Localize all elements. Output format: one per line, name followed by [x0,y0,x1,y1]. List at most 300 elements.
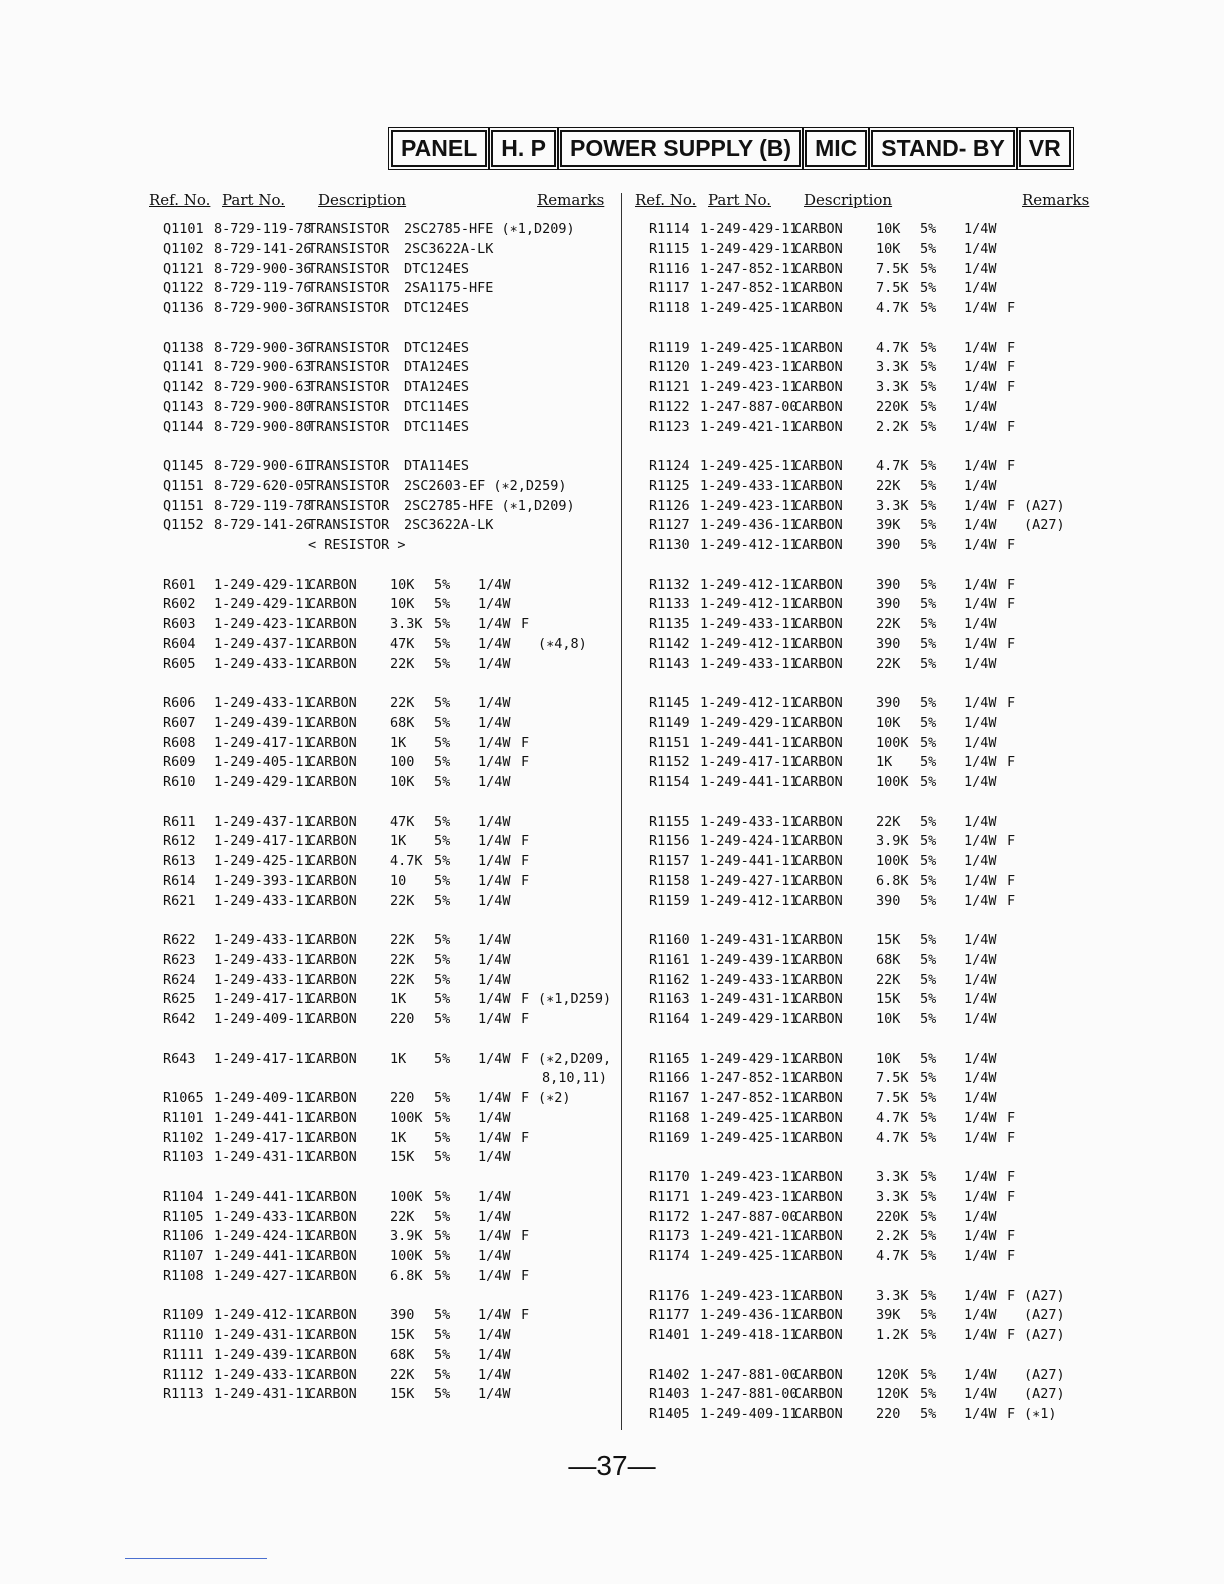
ref-no: R1173 [649,1228,690,1245]
ref-no: R1106 [163,1228,204,1245]
wattage: 1/4W [964,813,997,830]
table-row [634,1050,1094,1070]
ref-no: R1402 [649,1366,690,1383]
part-no: 1-249-393-11 [214,872,312,889]
ref-no: R1174 [649,1248,690,1264]
flag: F [1007,1327,1016,1343]
wattage: 1/4W [964,1228,997,1245]
wattage: 1/4W [964,774,997,790]
ref-no: R1119 [649,339,690,356]
description: CARBON [308,991,357,1008]
value: 7.5K [876,1090,909,1106]
part-no: 1-249-433-11 [700,813,798,830]
description: TRANSISTOR [308,379,390,395]
part-no: 1-249-441-11 [700,774,798,790]
tolerance: 5% [434,1267,451,1284]
ref-no: R1176 [649,1287,690,1304]
tab-stand-by: STAND- BY [871,130,1015,167]
flag: F [521,616,530,632]
value: 22K [876,813,901,830]
ref-no: Q1152 [163,517,204,534]
value: 4.7K [876,1129,909,1146]
tolerance: 5% [434,714,451,731]
tolerance: 5% [434,616,451,632]
ref-no: R625 [163,991,196,1008]
ref-no: R1111 [163,1346,204,1363]
ref-no: R1126 [649,497,690,514]
value: 22K [390,695,415,711]
value: 120K [876,1366,909,1383]
value: 10K [876,1050,901,1067]
table-row [148,1089,608,1109]
tolerance: 5% [434,695,451,711]
description: CARBON [308,1307,357,1324]
table-row [634,358,1094,378]
ref-no: R1132 [649,576,690,593]
value: 22K [876,616,901,632]
flag: F [521,833,530,850]
wattage: 1/4W [964,359,997,376]
description: TRANSISTOR [308,221,390,237]
note: (∗4,8) [538,635,587,652]
ref-no: Q1136 [163,300,204,316]
table-row [634,497,1094,517]
value: DTA114ES [404,458,470,474]
ref-no: R1403 [649,1386,690,1403]
value: 6.8K [876,872,909,889]
tab-mic: MIC [805,130,867,167]
table-row [148,1129,608,1149]
table-row [148,595,608,615]
table-row [148,753,608,773]
flag: F [521,1011,530,1027]
wattage: 1/4W [964,932,997,948]
part-no: 1-249-405-11 [214,754,312,771]
column-header [148,191,608,211]
tolerance: 5% [920,596,937,613]
part-no: 1-247-852-11 [700,1090,798,1106]
ref-no: R1127 [649,517,690,534]
part-no: 1-249-421-11 [700,1228,798,1245]
part-no: 1-249-417-11 [700,754,798,771]
tolerance: 5% [920,892,937,909]
wattage: 1/4W [964,1129,997,1146]
tolerance: 5% [920,734,937,751]
description: TRANSISTOR [308,418,390,435]
ref-no: R1115 [649,240,690,257]
description: CARBON [794,872,843,889]
ref-no: R1133 [649,596,690,613]
description: CARBON [794,1050,843,1067]
table-row [634,398,1094,418]
table-row [148,1010,608,1030]
wattage: 1/4W [964,537,997,553]
value: 15K [876,932,901,948]
part-no: 1-247-881-00 [700,1386,798,1403]
ref-no: Q1143 [163,398,204,415]
description: CARBON [794,853,843,869]
parts-list-right [634,220,1094,1425]
table-row [148,734,608,754]
ref-no: R1112 [163,1366,204,1383]
part-no: 1-249-429-11 [700,221,798,237]
part-no: 1-249-433-11 [214,1366,312,1383]
part-no: 8-729-900-80 [214,398,312,415]
table-row [148,339,608,359]
value: 220 [390,1011,415,1027]
ref-no: R1160 [649,932,690,948]
value: 390 [390,1307,415,1324]
description: CARBON [308,1327,357,1343]
ref-no: R1170 [649,1169,690,1185]
ref-no: Q1102 [163,240,204,257]
table-row [634,1010,1094,1030]
wattage: 1/4W [478,1149,511,1166]
part-no: 8-729-119-78 [214,221,312,237]
wattage: 1/4W [964,1366,997,1383]
row-spacer [634,674,1094,694]
part-no: 1-249-412-11 [700,892,798,909]
value: 39K [876,517,901,534]
wattage: 1/4W [478,1267,511,1284]
tolerance: 5% [920,754,937,771]
tolerance: 5% [920,1307,937,1324]
tolerance: 5% [920,359,937,376]
flag: F [521,872,530,889]
ref-no: R1114 [649,221,690,237]
description: CARBON [794,833,843,850]
row-spacer [634,319,1094,339]
wattage: 1/4W [964,1248,997,1264]
description: CARBON [794,596,843,613]
row-spacer [634,1030,1094,1050]
tolerance: 5% [434,1386,451,1403]
wattage: 1/4W [478,971,511,988]
ref-no: R1159 [649,892,690,909]
tolerance: 5% [920,1327,937,1343]
tolerance: 5% [920,971,937,988]
tolerance: 5% [920,1090,937,1106]
value: 7.5K [876,260,909,277]
value: DTC124ES [404,339,470,356]
ref-no: R1110 [163,1327,204,1343]
description: CARBON [794,932,843,948]
wattage: 1/4W [964,853,997,869]
value: 2SA1175-HFE [404,280,494,297]
tolerance: 5% [920,1070,937,1087]
tolerance: 5% [434,1129,451,1146]
value: 100K [390,1188,423,1205]
table-row [634,1366,1094,1386]
description: CARBON [794,1070,843,1087]
flag: F [1007,892,1016,909]
value: DTA124ES [404,379,470,395]
value: 15K [390,1327,415,1343]
table-row [148,813,608,833]
tolerance: 5% [434,932,451,948]
description: CARBON [308,892,357,909]
value: 10K [390,596,415,613]
value: 1K [390,734,407,751]
value: DTC124ES [404,300,470,316]
wattage: 1/4W [964,1070,997,1087]
part-no: 1-249-423-11 [700,379,798,395]
description: CARBON [794,1188,843,1205]
description: CARBON [794,1129,843,1146]
row-spacer [634,1267,1094,1287]
description: CARBON [308,714,357,731]
table-row [148,497,608,517]
description: CARBON [308,616,357,632]
tolerance: 5% [920,221,937,237]
value: 10K [390,774,415,790]
value: DTA124ES [404,359,470,376]
table-row [148,576,608,596]
wattage: 1/4W [964,655,997,672]
value: 2SC3622A-LK [404,240,494,257]
wattage: 1/4W [478,1327,511,1343]
table-row [148,615,608,635]
part-no: 1-249-409-11 [700,1406,798,1422]
value: 10 [390,872,407,889]
tolerance: 5% [434,1228,451,1245]
table-row [148,260,608,280]
flag: F [1007,497,1016,514]
value: 47K [390,635,415,652]
wattage: 1/4W [964,477,997,494]
tolerance: 5% [920,1287,937,1304]
description: CARBON [308,576,357,593]
ref-no: R1103 [163,1149,204,1166]
ref-no: R643 [163,1050,196,1067]
value: 22K [390,951,415,968]
table-row [148,1326,608,1346]
tolerance: 5% [920,497,937,514]
ref-no: R611 [163,813,196,830]
ref-no: R601 [163,576,196,593]
row-spacer [634,437,1094,457]
note: (∗2,D209, [538,1050,612,1067]
ref-no: R1135 [649,616,690,632]
wattage: 1/4W [964,497,997,514]
table-row [634,1405,1094,1425]
description: CARBON [794,537,843,553]
description: CARBON [794,991,843,1008]
value: 22K [390,892,415,909]
description: CARBON [308,1228,357,1245]
row-spacer [148,437,608,457]
part-no: 1-249-412-11 [700,537,798,553]
ref-no: R1169 [649,1129,690,1146]
wattage: 1/4W [478,1386,511,1403]
table-row [634,813,1094,833]
flag: F [1007,1228,1016,1245]
table-row [634,1227,1094,1247]
tolerance: 5% [920,576,937,593]
part-no: 1-247-887-00 [700,398,798,415]
value: 1K [390,991,407,1008]
part-no: 1-249-433-11 [214,892,312,909]
part-no: 1-247-881-00 [700,1366,798,1383]
tolerance: 5% [920,655,937,672]
note: (∗1,D259) [538,991,612,1008]
part-no: 1-249-433-11 [214,932,312,948]
part-no: 1-249-425-11 [700,458,798,474]
flag: F [1007,872,1016,889]
tolerance: 5% [434,1149,451,1166]
table-row [148,1148,608,1168]
description: CARBON [308,1129,357,1146]
value: 2SC3622A-LK [404,517,494,534]
value: 10K [876,1011,901,1027]
tolerance: 5% [920,240,937,257]
tolerance: 5% [434,1188,451,1205]
note: (A27) [1024,1386,1065,1403]
value: 390 [876,596,901,613]
ref-no: R1162 [649,971,690,988]
part-no: 1-249-429-11 [214,596,312,613]
table-row [634,892,1094,912]
tolerance: 5% [920,339,937,356]
description: TRANSISTOR [308,497,390,514]
ref-no: R1171 [649,1188,690,1205]
wattage: 1/4W [964,260,997,277]
wattage: 1/4W [478,596,511,613]
wattage: 1/4W [964,221,997,237]
value: 3.3K [876,379,909,395]
header-part-no: Part No. [222,191,285,209]
column-header [634,191,1094,211]
tab-power-supply-b: POWER SUPPLY (B) [560,130,801,167]
tab-panel: PANEL [391,130,487,167]
wattage: 1/4W [964,458,997,474]
description: CARBON [794,458,843,474]
flag: F [1007,1169,1016,1185]
ref-no: R612 [163,833,196,850]
ref-no: R1151 [649,734,690,751]
description: CARBON [308,695,357,711]
table-row [148,635,608,655]
value: 22K [390,1208,415,1225]
tolerance: 5% [920,1208,937,1225]
table-row [634,872,1094,892]
part-no: 1-249-427-11 [700,872,798,889]
wattage: 1/4W [478,1346,511,1363]
value: 4.7K [876,339,909,356]
tolerance: 5% [434,734,451,751]
wattage: 1/4W [478,1208,511,1225]
table-row [148,1346,608,1366]
ref-no: R1120 [649,359,690,376]
description: CARBON [794,398,843,415]
tolerance: 5% [434,1346,451,1363]
header-ref-no: Ref. No. [149,191,211,209]
ref-no: R1145 [649,695,690,711]
part-no: 1-249-431-11 [214,1386,312,1403]
part-no: 1-249-421-11 [700,418,798,435]
value: 15K [876,991,901,1008]
wattage: 1/4W [964,1287,997,1304]
ref-no: Q1142 [163,379,204,395]
tolerance: 5% [434,991,451,1008]
part-no: 1-249-417-11 [214,1050,312,1067]
row-spacer [148,674,608,694]
row-spacer [634,793,1094,813]
part-no: 1-249-439-11 [700,951,798,968]
wattage: 1/4W [964,951,997,968]
note: (A27) [1024,1366,1065,1383]
description: CARBON [308,853,357,869]
part-no: 1-249-433-11 [700,616,798,632]
description: CARBON [308,1267,357,1284]
value: 3.3K [876,359,909,376]
description: CARBON [794,477,843,494]
table-row [634,1247,1094,1267]
part-no: 1-249-433-11 [700,655,798,672]
part-no: 1-249-412-11 [700,695,798,711]
ref-no: R623 [163,951,196,968]
description: CARBON [794,813,843,830]
ref-no: R1149 [649,714,690,731]
wattage: 1/4W [478,1050,511,1067]
tolerance: 5% [920,616,937,632]
wattage: 1/4W [478,872,511,889]
ref-no: R622 [163,932,196,948]
part-no: 1-249-433-11 [214,655,312,672]
wattage: 1/4W [478,576,511,593]
ref-no: R1125 [649,477,690,494]
table-row [634,220,1094,240]
table-row [634,1109,1094,1129]
header-remarks: Remarks [1022,191,1090,209]
tolerance: 5% [434,1327,451,1343]
row-spacer [634,1148,1094,1168]
wattage: 1/4W [964,991,997,1008]
description: CARBON [794,754,843,771]
description: CARBON [794,616,843,632]
value: 3.3K [876,1287,909,1304]
description: CARBON [794,359,843,376]
value: 220 [876,1406,901,1422]
note: (A27) [1024,1287,1065,1304]
wattage: 1/4W [964,1386,997,1403]
ref-no: R1172 [649,1208,690,1225]
description: CARBON [794,971,843,988]
ref-no: R1121 [649,379,690,395]
wattage: 1/4W [964,616,997,632]
tolerance: 5% [434,576,451,593]
description: CARBON [794,1090,843,1106]
header-remarks: Remarks [537,191,605,209]
table-row [634,279,1094,299]
description: CARBON [308,813,357,830]
ref-no: Q1141 [163,359,204,376]
table-row [148,1267,608,1287]
tolerance: 5% [434,892,451,909]
table-row [634,852,1094,872]
part-no: 8-729-900-63 [214,359,312,376]
row-spacer [634,1346,1094,1366]
ref-no: Q1101 [163,221,204,237]
value: 3.3K [876,1188,909,1205]
table-row [634,576,1094,596]
part-no: 1-249-441-11 [700,853,798,869]
wattage: 1/4W [964,754,997,771]
note: (A27) [1024,1327,1065,1343]
flag: F [1007,458,1016,474]
flag: F [1007,1248,1016,1264]
ref-no: R614 [163,872,196,889]
